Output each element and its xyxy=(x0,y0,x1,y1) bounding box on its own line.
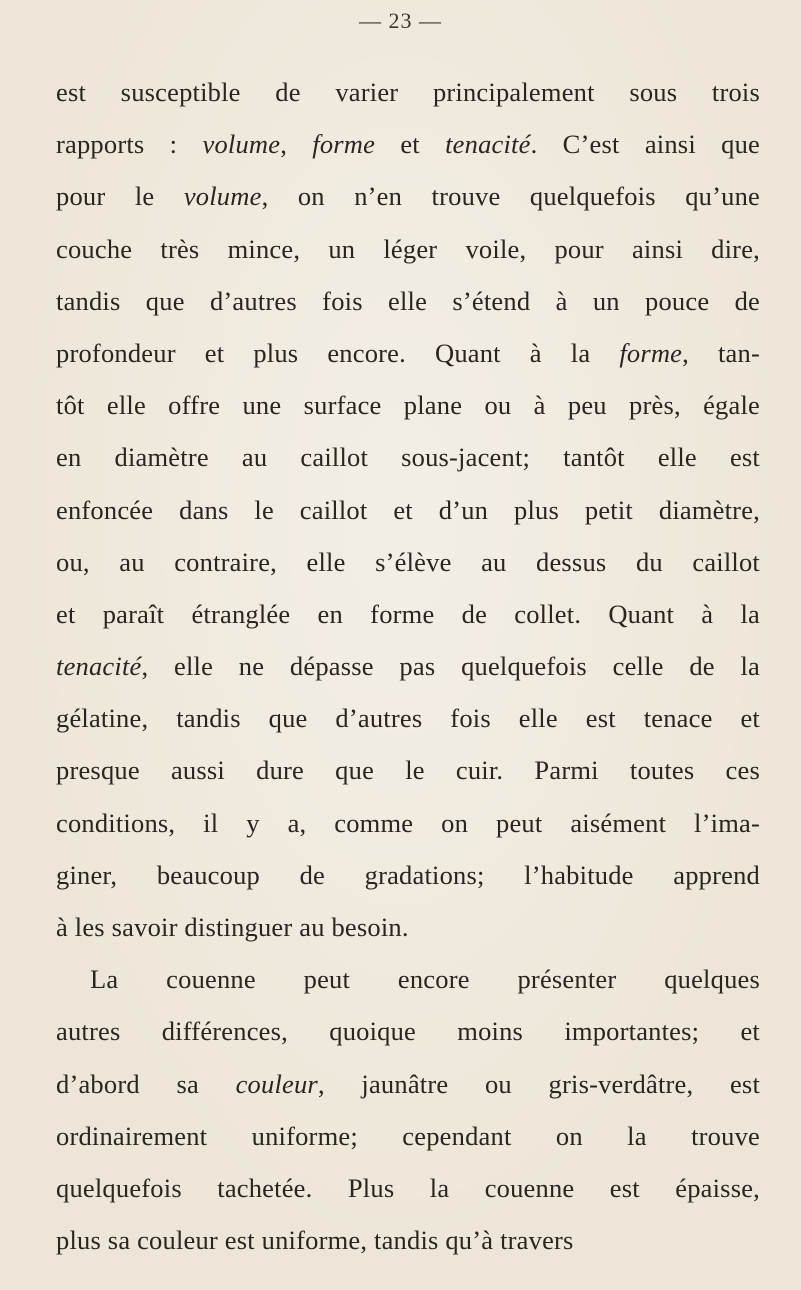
italic-term: volume xyxy=(183,181,262,212)
text-run: ordinairement uniforme; cependant on la trouve xyxy=(56,1120,760,1151)
text-line xyxy=(56,797,760,849)
text-run: tôt elle offre une surface plane ou à peu près, égale xyxy=(56,390,760,421)
italic-term: couleur xyxy=(235,1068,318,1099)
text-run: , jaunâtre ou gris-verdâtre, est xyxy=(317,1068,761,1099)
italic-term: forme xyxy=(312,129,376,160)
text-line xyxy=(56,275,760,327)
text-run: ou, au contraire, elle s’élève au dessus du caillot xyxy=(56,546,760,577)
text-line xyxy=(56,484,760,536)
text-line xyxy=(56,170,760,222)
text-run: , xyxy=(280,129,313,160)
text-line xyxy=(56,118,760,170)
text-line xyxy=(56,692,760,744)
text-run: autres différences, quoique moins importantes; et xyxy=(56,1016,760,1047)
text-line xyxy=(56,536,760,588)
italic-term: tenacité xyxy=(56,651,142,682)
text-line xyxy=(56,744,760,796)
italic-term: volume xyxy=(202,129,281,160)
text-run: conditions, il y a, comme on peut aisément l’ima- xyxy=(56,807,760,838)
text-line xyxy=(56,379,760,431)
italic-term: forme xyxy=(619,337,683,368)
text-line xyxy=(56,223,760,275)
text-run: rapports : xyxy=(56,129,203,160)
text-run: . C’est ainsi que xyxy=(530,129,760,160)
italic-term: tenacité xyxy=(445,129,531,160)
text-run: couche très mince, un léger voile, pour ainsi dire, xyxy=(56,233,760,264)
text-line xyxy=(56,1214,760,1266)
text-run: , tan- xyxy=(682,337,760,368)
text-run: giner, beaucoup de gradations; l’habitude apprend xyxy=(56,859,760,890)
text-line xyxy=(56,327,760,379)
text-line xyxy=(56,1058,760,1110)
text-run: d’abord sa xyxy=(56,1068,236,1099)
text-run: pour le xyxy=(56,181,184,212)
text-run: , on n’en trouve quelquefois qu’une xyxy=(261,181,760,212)
text-run: profondeur et plus encore. Quant à la xyxy=(56,337,620,368)
text-line xyxy=(56,901,760,953)
text-line xyxy=(56,1005,760,1057)
text-run: et xyxy=(375,129,446,160)
page-number: — 23 — xyxy=(359,8,442,33)
text-run: quelquefois tachetée. Plus la couenne est épaisse, xyxy=(56,1172,760,1203)
text-run: gélatine, tandis que d’autres fois elle est tenace et xyxy=(56,703,760,734)
text-line xyxy=(56,66,760,118)
text-line xyxy=(56,1162,760,1214)
text-run: est susceptible de varier principalement sous trois xyxy=(56,77,760,107)
body-text xyxy=(56,66,760,1266)
text-run: en diamètre au caillot sous-jacent; tantôt elle est xyxy=(56,442,760,473)
text-run: , elle ne dépasse pas quelquefois celle de la xyxy=(141,651,760,682)
text-run: plus sa couleur est uniforme, tandis qu’à travers xyxy=(56,1225,574,1256)
text-run: La couenne peut encore présenter quelques xyxy=(90,964,760,995)
text-run: et paraît étranglée en forme de collet. Quant à la xyxy=(56,598,760,629)
text-run: à les savoir distinguer au besoin. xyxy=(56,912,409,942)
text-run: enfoncée dans le caillot et d’un plus petit diamètre, xyxy=(56,494,760,525)
text-line xyxy=(56,953,760,1005)
text-run: tandis que d’autres fois elle s’étend à un pouce de xyxy=(56,285,760,316)
text-run: presque aussi dure que le cuir. Parmi toutes ces xyxy=(56,755,760,786)
text-line xyxy=(56,640,760,692)
text-line xyxy=(56,849,760,901)
text-line xyxy=(56,431,760,483)
text-line xyxy=(56,1110,760,1162)
text-line xyxy=(56,588,760,640)
